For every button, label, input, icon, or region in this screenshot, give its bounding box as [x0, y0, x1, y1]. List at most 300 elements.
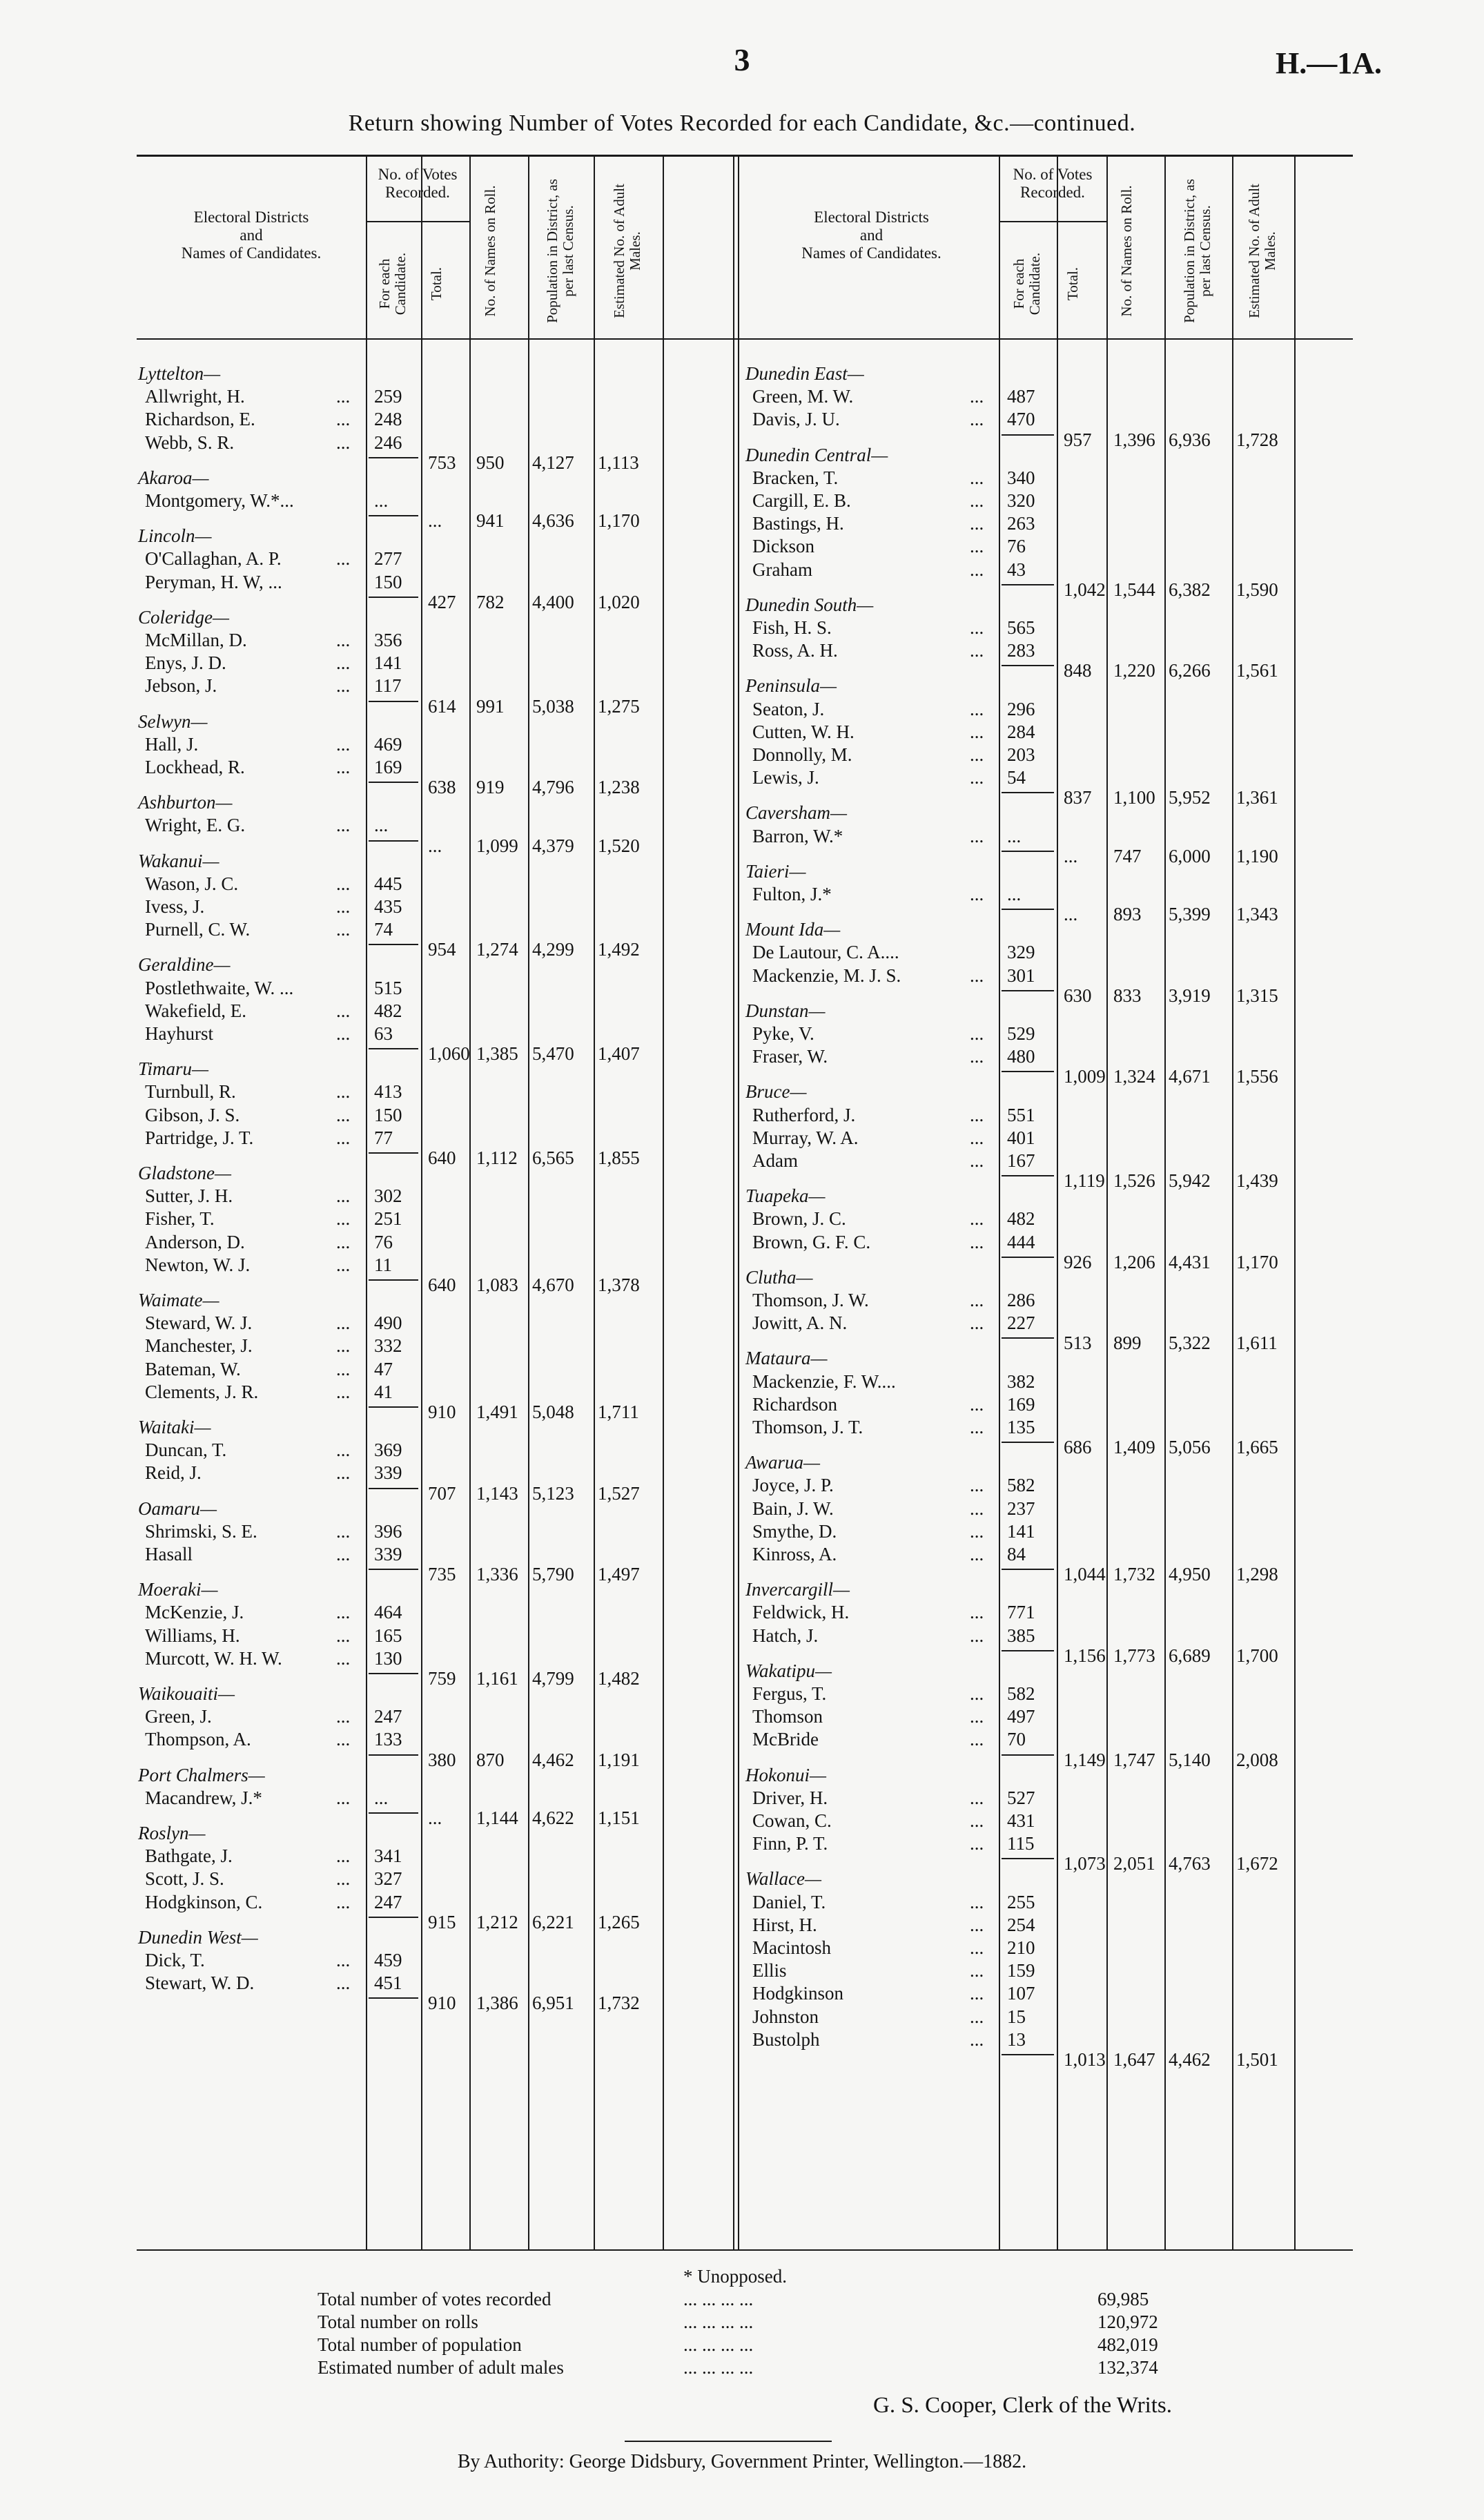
candidate-votes: 259 [374, 386, 402, 407]
leader-dots: ... [970, 1729, 984, 1750]
candidate-name: Clements, J. R. [145, 1381, 259, 1402]
candidate-votes: 15 [1007, 2006, 1026, 2027]
candidate-votes: 487 [1007, 386, 1035, 407]
candidate-votes: 13 [1007, 2028, 1026, 2050]
names-on-roll: 1,324 [1113, 1066, 1155, 1087]
names-on-roll: 1,274 [476, 939, 518, 960]
district-name: Wakanui— [138, 850, 219, 871]
candidate-votes: 43 [1007, 559, 1026, 580]
population: 4,462 [1169, 2049, 1211, 2070]
col-rule [663, 157, 664, 2249]
subtotal-rule [369, 701, 418, 702]
candidate-name: Fulton, J.* [752, 884, 832, 904]
population: 4,799 [532, 1668, 574, 1689]
leader-dots: ... [336, 1729, 351, 1750]
total-votes: 915 [428, 1911, 456, 1932]
candidate-name: Brown, G. F. C. [752, 1231, 871, 1252]
candidate-votes: 480 [1007, 1046, 1035, 1067]
leader-dots: ... ... ... ... [683, 2311, 754, 2332]
candidate-votes: 582 [1007, 1683, 1035, 1704]
district-name: Roslyn— [138, 1823, 206, 1843]
votes-group-header: No. of Votes Recorded. [1013, 166, 1093, 201]
population: 5,048 [532, 1402, 574, 1422]
candidate-name: McBride [752, 1729, 819, 1750]
population: 5,140 [1169, 1749, 1211, 1770]
candidate-votes: 70 [1007, 1729, 1026, 1750]
col-rule [1294, 157, 1296, 2249]
col-rule [469, 157, 471, 2249]
candidate-name: Thomson, J. T. [752, 1417, 863, 1437]
subtotal-rule [1002, 851, 1054, 852]
names-on-roll: 1,161 [476, 1668, 518, 1689]
total-votes: 380 [428, 1749, 456, 1770]
leader-dots: ... [970, 1046, 984, 1067]
candidate-name: Richardson [752, 1393, 837, 1415]
leader-dots: ... [336, 1973, 351, 1994]
names-on-roll: 1,544 [1113, 579, 1155, 600]
candidate-votes: 451 [374, 1973, 402, 1994]
total-votes: 837 [1064, 787, 1092, 808]
candidate-votes: 255 [1007, 1891, 1035, 1912]
candidate-votes: 130 [374, 1647, 402, 1669]
subtotal-rule [369, 782, 418, 783]
names-on-roll: 747 [1113, 845, 1142, 866]
leader-dots: ... [970, 1393, 984, 1415]
district-header: and [859, 226, 883, 244]
leader-dots: ... [970, 467, 984, 488]
total-votes: ... [1064, 904, 1078, 925]
leader-dots: ... [336, 1358, 351, 1379]
candidate-votes: 76 [374, 1231, 393, 1252]
candidate-votes: 339 [374, 1544, 402, 1564]
adult-males: 1,728 [1236, 429, 1278, 450]
col-rule [733, 157, 734, 2249]
leader-dots: ... [970, 1023, 984, 1044]
candidate-name: Webb, S. R. [145, 432, 235, 453]
candidate-name: Thomson, J. W. [752, 1290, 869, 1310]
col-rule [1164, 157, 1166, 2249]
leader-dots: ... [970, 513, 984, 534]
candidate-votes: 482 [1007, 1208, 1035, 1230]
district-name: Caversham— [745, 802, 847, 824]
subtotal-rule [369, 944, 418, 945]
population: 4,796 [532, 777, 574, 798]
leader-dots: ... [970, 2028, 984, 2050]
total-label: Estimated number of adult males [318, 2357, 564, 2378]
candidate-votes: 582 [1007, 1475, 1035, 1496]
candidate-name: Sutter, J. H. [145, 1185, 233, 1207]
candidate-name: Hirst, H. [752, 1914, 817, 1935]
leader-dots: ... [970, 1312, 984, 1334]
candidate-votes: 41 [374, 1381, 393, 1402]
candidate-votes: 327 [374, 1868, 402, 1890]
leader-dots: ... [970, 744, 984, 765]
candidate-name: Peryman, H. W, ... [145, 571, 282, 592]
candidate-name: Cutten, W. H. [752, 721, 855, 742]
col-rule [738, 157, 739, 2249]
leader-dots: ... [970, 767, 984, 788]
candidate-name: Feldwick, H. [752, 1602, 850, 1623]
names-on-roll: 870 [476, 1749, 505, 1770]
population-header: Population in District, as per last Census. [1181, 179, 1213, 323]
district-name: Waitaki— [138, 1417, 211, 1437]
adult-males: 1,170 [598, 510, 640, 532]
leader-dots: ... [336, 757, 351, 777]
subtotal-rule [369, 1754, 418, 1756]
subtotal-rule [369, 1917, 418, 1918]
subtotal-rule [369, 1048, 418, 1049]
candidate-name: Lockhead, R. [145, 757, 245, 777]
candidate-votes: 470 [1007, 409, 1035, 430]
adult-males: 1,527 [598, 1482, 640, 1504]
names-on-roll: 1,212 [476, 1911, 518, 1932]
adult-males: 1,711 [598, 1402, 639, 1422]
candidate-name: Fish, H. S. [752, 617, 832, 638]
candidate-votes: 382 [1007, 1370, 1035, 1392]
population: 6,266 [1169, 660, 1211, 681]
subtotal-rule [369, 1279, 418, 1281]
leader-dots: ... [336, 1023, 351, 1044]
district-name: Mataura— [745, 1348, 828, 1369]
leader-dots: ... [336, 432, 351, 453]
candidate-name: Ivess, J. [145, 896, 205, 917]
adult-males-header: Estimated No. of Adult Males. [1246, 184, 1278, 318]
total-votes: 1,073 [1064, 1853, 1106, 1874]
district-name: Selwyn— [138, 710, 208, 732]
candidate-votes: ... [374, 490, 389, 511]
return-title: Return showing Number of Votes Recorded for each Candidate, &c.—continued. [348, 110, 1136, 136]
names-on-roll: 893 [1113, 904, 1142, 925]
total-label: Total number on rolls [318, 2311, 478, 2332]
names-on-roll: 1,491 [476, 1402, 518, 1422]
leader-dots: ... [970, 965, 984, 986]
leader-dots: ... ... ... ... [683, 2334, 754, 2355]
leader-dots: ... [336, 409, 351, 430]
subtotal-rule [1002, 1754, 1054, 1756]
candidate-name: Montgomery, W.*... [145, 490, 294, 511]
candidate-name: Hall, J. [145, 733, 199, 755]
leader-dots: ... [970, 1787, 984, 1808]
total-votes: 640 [428, 1147, 456, 1168]
total-votes: 753 [428, 452, 456, 473]
names-on-roll: 1,647 [1113, 2049, 1155, 2070]
adult-males: 1,190 [1236, 845, 1278, 866]
district-name: Peninsula— [745, 675, 837, 697]
candidate-votes: ... [1007, 884, 1022, 904]
names-on-roll: 950 [476, 452, 505, 473]
candidate-votes: 47 [374, 1358, 393, 1379]
candidate-name: Wright, E. G. [145, 815, 246, 836]
names-on-roll: 1,336 [476, 1564, 518, 1585]
candidate-name: Mackenzie, M. J. S. [752, 965, 901, 986]
candidate-name: Hodgkinson [752, 1983, 844, 2004]
population: 6,221 [532, 1911, 574, 1932]
candidate-name: Bateman, W. [145, 1358, 241, 1379]
leader-dots: ... [970, 1937, 984, 1958]
leader-dots: ... [336, 1381, 351, 1402]
district-name: Dunedin West— [138, 1926, 258, 1948]
names-on-roll-header: No. of Names on Roll. [481, 185, 498, 317]
district-header: Names of Candidates. [801, 244, 941, 262]
subtotal-rule [1002, 434, 1054, 436]
for-each-header: For each Candidate. [1011, 252, 1043, 316]
district-name: Wakatipu— [745, 1660, 832, 1681]
population: 5,056 [1169, 1437, 1211, 1458]
adult-males: 1,407 [598, 1043, 640, 1065]
leader-dots: ... [336, 1602, 351, 1623]
footnote-unopposed: * Unopposed. [683, 2266, 787, 2287]
population: 4,379 [532, 835, 574, 856]
population: 4,462 [532, 1749, 574, 1770]
names-on-roll: 1,526 [1113, 1170, 1155, 1192]
candidate-name: Johnston [752, 2006, 819, 2027]
candidate-votes: 254 [1007, 1914, 1035, 1935]
candidate-name: Seaton, J. [752, 698, 825, 719]
candidate-name: Macintosh [752, 1937, 831, 1958]
total-votes: ... [428, 835, 442, 856]
candidate-votes: 11 [374, 1254, 392, 1275]
candidate-name: Cargill, E. B. [752, 490, 851, 511]
candidate-votes: 169 [1007, 1393, 1035, 1415]
leader-dots: ... [336, 548, 351, 570]
votes-group-rule [999, 221, 1106, 222]
adult-males: 1,151 [598, 1807, 640, 1828]
population: 6,689 [1169, 1645, 1211, 1666]
leader-dots: ... [970, 1914, 984, 1935]
subtotal-rule [1002, 990, 1054, 991]
adult-males: 1,556 [1236, 1066, 1278, 1087]
candidate-name: Hodgkinson, C. [145, 1891, 263, 1912]
adult-males: 1,497 [598, 1564, 640, 1585]
leader-dots: ... [336, 733, 351, 755]
district-name: Lincoln— [138, 525, 212, 547]
names-on-roll: 1,747 [1113, 1749, 1155, 1770]
candidate-votes: 369 [374, 1440, 402, 1461]
names-on-roll: 1,220 [1113, 660, 1155, 681]
total-votes: ... [1064, 845, 1078, 866]
candidate-votes: 385 [1007, 1625, 1035, 1646]
total-votes: 427 [428, 591, 456, 612]
candidate-name: Wason, J. C. [145, 873, 239, 894]
candidate-votes: 444 [1007, 1231, 1035, 1252]
table-bottom-rule [137, 2249, 1353, 2251]
header-bottom-rule [137, 338, 1353, 340]
candidate-name: Fergus, T. [752, 1683, 827, 1704]
district-name: Port Chalmers— [138, 1764, 265, 1785]
subtotal-rule [1002, 909, 1054, 910]
col-rule [421, 157, 422, 2249]
candidate-votes: 167 [1007, 1150, 1035, 1171]
leader-dots: ... [970, 1602, 984, 1623]
population: 5,038 [532, 695, 574, 717]
leader-dots: ... [336, 1104, 351, 1125]
names-on-roll: 1,409 [1113, 1437, 1155, 1458]
subtotal-rule [1002, 1175, 1054, 1176]
district-header: Electoral Districts [193, 209, 309, 226]
printer-imprint: By Authority: George Didsbury, Government Printer, Wellington.—1882. [457, 2451, 1027, 2472]
adult-males: 1,611 [1236, 1332, 1278, 1354]
adult-males: 1,238 [598, 777, 640, 798]
district-name: Geraldine— [138, 954, 231, 976]
district-name: Wallace— [745, 1868, 821, 1890]
leader-dots: ... ... ... ... [683, 2357, 754, 2378]
candidate-name: Williams, H. [145, 1625, 240, 1646]
leader-dots: ... [336, 1208, 351, 1230]
candidate-votes: 497 [1007, 1706, 1035, 1727]
names-on-roll: 1,100 [1113, 787, 1155, 808]
population: 4,670 [532, 1274, 574, 1295]
candidate-votes: 169 [374, 757, 402, 777]
population: 6,936 [1169, 429, 1211, 450]
leader-dots: ... [336, 1845, 351, 1867]
district-name: Hokonui— [745, 1764, 826, 1785]
total-votes: 1,013 [1064, 2049, 1106, 2070]
candidate-name: Fisher, T. [145, 1208, 215, 1230]
population: 3,919 [1169, 985, 1211, 1006]
leader-dots: ... [970, 1150, 984, 1171]
population-header: Population in District, as per last Census. [543, 179, 576, 323]
candidate-name: Barron, W.* [752, 825, 843, 846]
leader-dots: ... [970, 1625, 984, 1646]
page-number: 3 [734, 42, 750, 77]
names-on-roll: 1,206 [1113, 1251, 1155, 1272]
subtotal-rule [369, 1812, 418, 1814]
col-rule [1232, 157, 1233, 2249]
candidate-name: Allwright, H. [145, 386, 245, 407]
names-on-roll: 941 [476, 510, 505, 532]
candidate-votes: 107 [1007, 1983, 1035, 2004]
adult-males: 1,501 [1236, 2049, 1278, 2070]
leader-dots: ... [970, 721, 984, 742]
candidate-votes: 459 [374, 1950, 402, 1970]
leader-dots: ... [336, 386, 351, 407]
leader-dots: ... [336, 1950, 351, 1970]
adult-males: 2,008 [1236, 1749, 1278, 1770]
total-votes: 926 [1064, 1251, 1092, 1272]
names-on-roll: 919 [476, 777, 505, 798]
total-votes: 910 [428, 1402, 456, 1422]
total-votes: 954 [428, 939, 456, 960]
subtotal-rule [369, 457, 418, 458]
leader-dots: ... [970, 1683, 984, 1704]
leader-dots: ... [336, 1868, 351, 1890]
candidate-name: Bathgate, J. [145, 1845, 233, 1867]
total-votes: 1,119 [1064, 1170, 1105, 1192]
district-name: Oamaru— [138, 1498, 217, 1519]
names-on-roll: 991 [476, 695, 505, 717]
subtotal-rule [369, 1406, 418, 1408]
candidate-votes: 283 [1007, 640, 1035, 661]
names-on-roll: 1,385 [476, 1043, 518, 1065]
candidate-votes: 150 [374, 1104, 402, 1125]
leader-dots: ... [970, 1208, 984, 1230]
candidate-name: Graham [752, 559, 812, 580]
candidate-votes: 469 [374, 733, 402, 755]
total-votes: 848 [1064, 660, 1092, 681]
leader-dots: ... [970, 1475, 984, 1496]
names-on-roll: 1,773 [1113, 1645, 1155, 1666]
district-name: Dunedin South— [745, 594, 874, 615]
candidate-votes: 141 [374, 652, 402, 674]
leader-dots: ... [336, 1000, 351, 1021]
leader-dots: ... [336, 1440, 351, 1461]
leader-dots: ... [970, 1960, 984, 1981]
candidate-votes: 340 [1007, 467, 1035, 488]
table-top-rule [137, 155, 1353, 157]
candidate-name: Adam [752, 1150, 798, 1171]
population: 4,299 [532, 939, 574, 960]
candidate-votes: 435 [374, 896, 402, 917]
candidate-votes: 77 [374, 1127, 393, 1148]
names-on-roll: 1,099 [476, 835, 518, 856]
adult-males: 1,275 [598, 695, 640, 717]
subtotal-rule [369, 1152, 418, 1154]
subtotal-rule [1002, 1569, 1054, 1570]
district-name: Mount Ida— [745, 919, 841, 940]
adult-males: 1,265 [598, 1911, 640, 1932]
leader-dots: ... [970, 1810, 984, 1831]
votes-group-rule [366, 221, 469, 222]
leader-dots: ... [970, 1231, 984, 1252]
subtotal-rule [369, 840, 418, 842]
candidate-name: Hayhurst [145, 1023, 213, 1044]
leader-dots: ... [336, 1081, 351, 1103]
adult-males: 1,298 [1236, 1564, 1278, 1585]
leader-dots: ... [970, 1706, 984, 1727]
candidate-votes: ... [1007, 825, 1022, 846]
population: 4,622 [532, 1807, 574, 1828]
district-name: Awarua— [745, 1452, 821, 1473]
candidate-name: Hasall [145, 1544, 193, 1564]
leader-dots: ... [970, 1417, 984, 1437]
total-value: 69,985 [1097, 2289, 1149, 2309]
adult-males: 1,672 [1236, 1853, 1278, 1874]
total-votes: 1,044 [1064, 1564, 1106, 1585]
total-header: Total. [1064, 266, 1081, 301]
leader-dots: ... [970, 1104, 984, 1125]
candidate-name: Smythe, D. [752, 1520, 837, 1542]
population: 6,951 [532, 1993, 574, 2014]
total-votes: 1,156 [1064, 1645, 1106, 1666]
candidate-votes: 551 [1007, 1104, 1035, 1125]
leader-dots: ... [970, 386, 984, 407]
leader-dots: ... [970, 559, 984, 580]
candidate-votes: 339 [374, 1462, 402, 1484]
population: 4,400 [532, 591, 574, 612]
candidate-votes: 515 [374, 977, 402, 998]
candidate-votes: 54 [1007, 767, 1026, 788]
candidate-votes: 396 [374, 1520, 402, 1542]
population: 5,470 [532, 1043, 574, 1065]
candidate-votes: 482 [374, 1000, 402, 1021]
total-votes: ... [428, 510, 442, 532]
district-name: Waimate— [138, 1290, 219, 1310]
candidate-votes: 302 [374, 1185, 402, 1207]
candidate-name: Daniel, T. [752, 1891, 826, 1912]
names-on-roll: 833 [1113, 985, 1142, 1006]
names-on-roll: 1,396 [1113, 429, 1155, 450]
candidate-votes: 251 [374, 1208, 402, 1230]
adult-males: 1,665 [1236, 1437, 1278, 1458]
candidate-votes: 284 [1007, 721, 1035, 742]
leader-dots: ... [336, 652, 351, 674]
candidate-votes: 332 [374, 1335, 402, 1357]
leader-dots: ... [970, 1983, 984, 2004]
district-name: Invercargill— [745, 1579, 850, 1600]
candidate-votes: 84 [1007, 1544, 1026, 1564]
votes-group-header: No. of Votes Recorded. [378, 166, 458, 201]
candidate-name: Davis, J. U. [752, 409, 840, 430]
